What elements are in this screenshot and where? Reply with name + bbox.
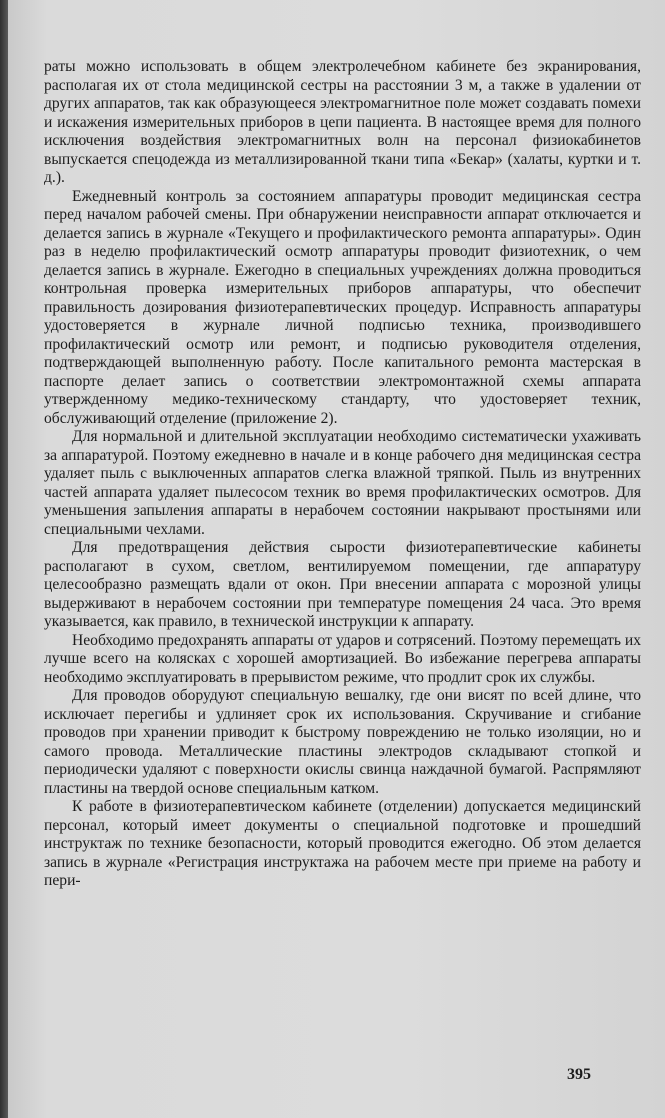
page-text-body — [44, 58, 641, 891]
paragraph-staff-admission: К работе в физиотерапевтическом кабинете (отделении) допускается медицинский персонал, который имеет документы о специальной подготовке и прошедший инструктаж по технике безопасности, который проводится ежегодно. Об этом делается запись в журнале «Регистрация инструктажа на рабочем месте при приеме на работу и пери- — [44, 798, 641, 889]
paragraph-continuation: раты можно использовать в общем электролечебном кабинете без экранирования, располагая их от стола медицинской сестры на расстоянии 3 м, а также в удалении от других аппаратов, так как образующееся электромагнитное поле может создавать помехи и искажения измерительных приборов в цепи пациента. В настоящее время для полного исключения воздействия электромагнитных волн на персонал физиокабинетов выпускается спецодежда из металлизированной ткани типа «Бекар» (халаты, куртки и т. д.). — [44, 58, 641, 186]
page-number: 395 — [567, 1066, 591, 1083]
paragraph-humidity-protection: Для предотвращения действия сырости физиотерапевтические кабинеты располагают в сухом, светлом, вентилируемом помещении, где аппаратуру целесообразно размещать вдали от окон. При внесении аппарата с морозной улицы выдерживают в нерабочем состоянии при температуре помещения 24 часа. Это время указывается, как правило, в технической инструкции к аппарату. — [44, 539, 641, 630]
book-gutter-shadow — [0, 0, 8, 1118]
book-page — [8, 0, 665, 1118]
paragraph-wires-electrodes: Для проводов оборудуют специальную вешалку, где они висят по всей длине, что исключает перегибы и удлиняет срок их использования. Скручивание и сгибание проводов при хранении приводит к быстрому повреждению не только изоляции, но и самого провода. Металлические пластины электродов складывают стопкой и периодически удаляют с поверхности окислы свинца наждачной бумагой. Распрямляют пластины на твердой основе специальным катком. — [44, 687, 641, 797]
paragraph-equipment-control: Ежедневный контроль за состоянием аппаратуры проводит медицинская сестра перед началом рабочей смены. При обнаружении неисправности аппарат отключается и делается запись в журнале «Текущего и профилактического ремонта аппаратуры». Один раз в неделю профилактический осмотр аппаратуры проводит физиотехник, о чем делается запись в журнале. Ежегодно в специальных учреждениях должна проводиться контрольная проверка измерительных приборов аппаратуры, что обеспечит правильность дозирования физиотерапевтических процедур. Исправность аппаратуры удостоверяется в журнале личной подписью техника, производившего профилактический осмотр или ремонт, и подписью руководителя отделения, подтверждающей выполненную работу. После капитального ремонта мастерская в паспорте делает запись о соответствии электромонтажной схемы аппарата утвержденному медико-техническому стандарту, что удостоверяет техник, обслуживающий отделение (приложение 2). — [44, 187, 641, 427]
paragraph-shock-protection: Необходимо предохранять аппараты от ударов и сотрясений. Поэтому перемещать их лучше всего на колясках с хорошей амортизацией. Во избежание перегрева аппараты необходимо эксплуатировать в прерывистом режиме, что продлит срок их службы. — [44, 631, 641, 686]
paragraph-equipment-care: Для нормальной и длительной эксплуатации необходимо систематически ухаживать за аппаратурой. Поэтому ежедневно в начале и в конце рабочего дня медицинская сестра удаляет пыль с выключенных аппаратов слегка влажной тряпкой. Пыль из внутренних частей аппарата удаляет пылесосом техник во время профилактических осмотров. Для уменьшения запыления аппараты в нерабочем состоянии накрывают простынями или специальными чехлами. — [44, 428, 641, 538]
